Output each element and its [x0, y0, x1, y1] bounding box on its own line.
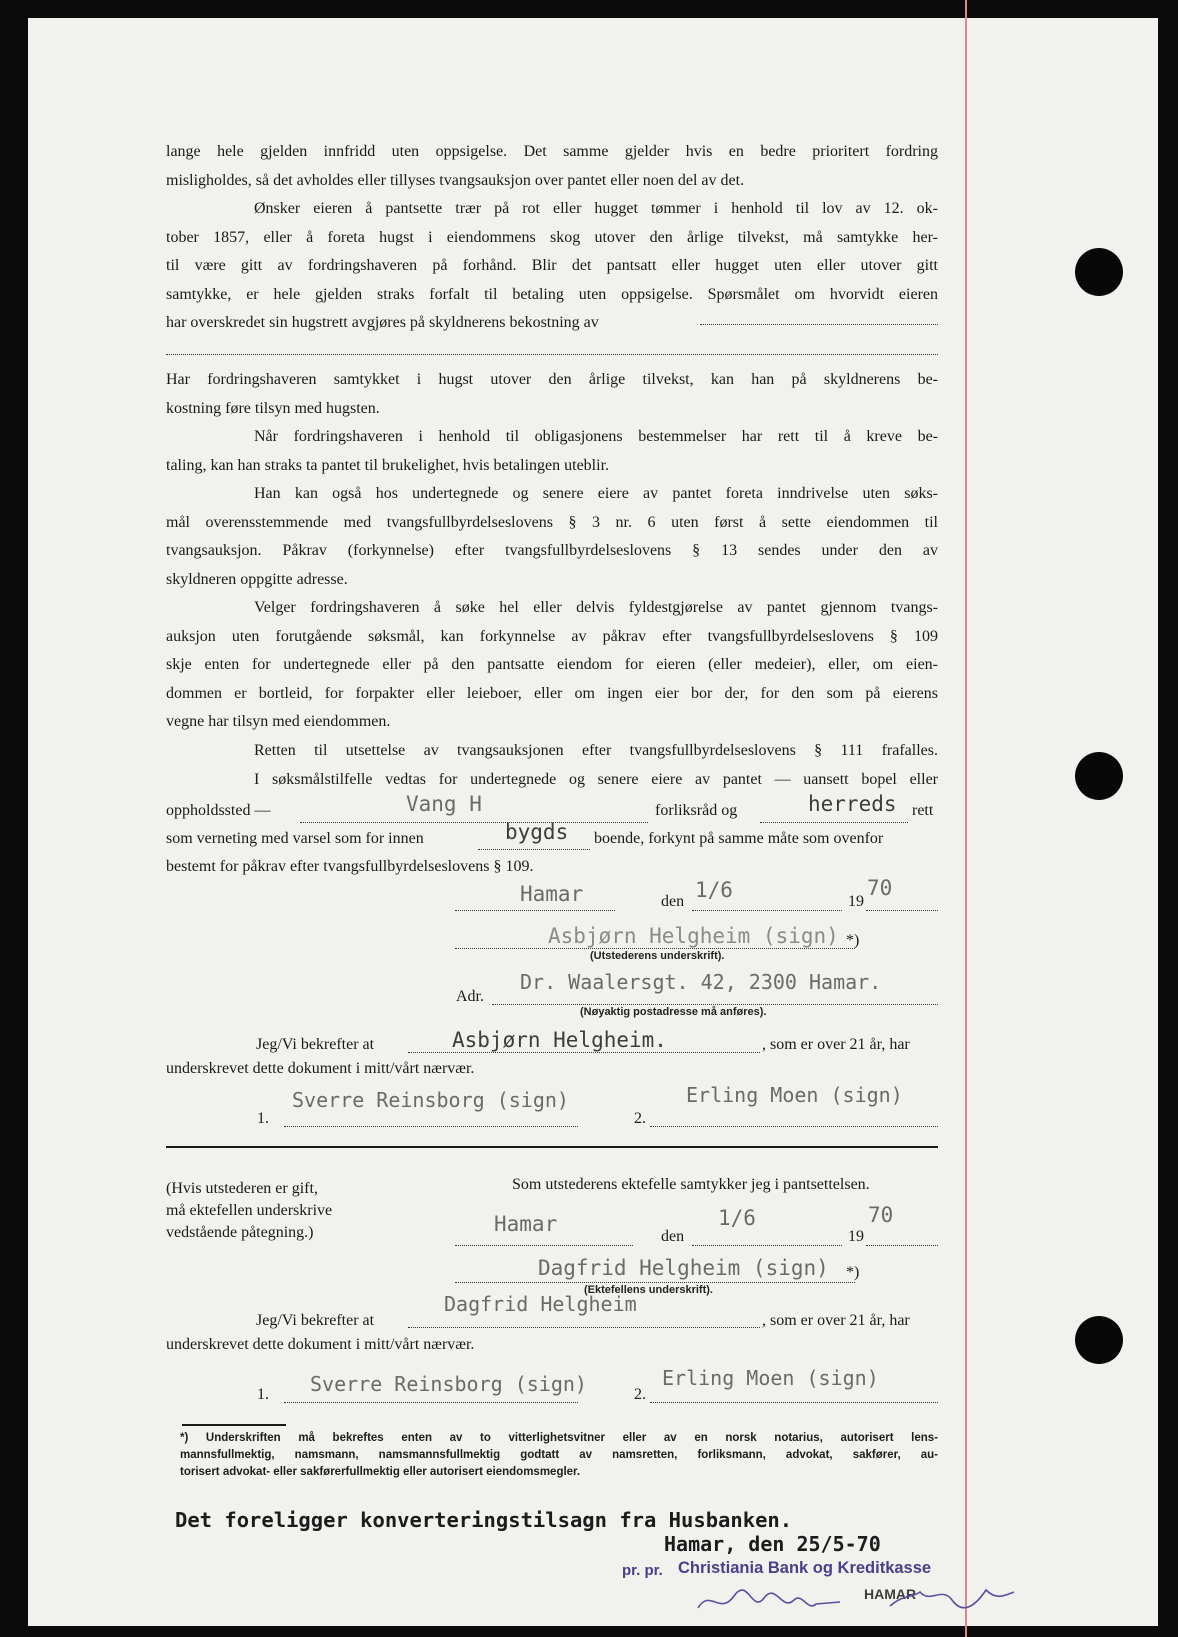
venue-line3: bestemt for påkrav efter tvangsfullbyrdelseslovens § 109. [166, 858, 534, 875]
witness-line-2 [650, 1126, 938, 1127]
conversion-stamp: Det foreligger konverteringstilsagn fra Husbanken. [175, 1508, 793, 1532]
fill-in-line [700, 324, 938, 325]
spouse-note: (Hvis utstederen er gift, må ektefellen underskrive vedstående påtegning.) [166, 1180, 333, 1241]
venue-place-line [300, 822, 648, 823]
paragraph-3: Har fordringshaveren samtykket i hugst utover den årlige tilvekst, kan han på skyldnerens be- kostning føre tilsyn med hugsten. [166, 371, 938, 417]
punch-hole [1075, 1316, 1123, 1364]
witness-prefix: Jeg/Vi bekrefter at [256, 1036, 375, 1053]
adr-label: Adr. [456, 988, 484, 1005]
address-caption: (Nøyaktig postadresse må anføres). [580, 1006, 767, 1018]
witness2-line-2 [650, 1402, 938, 1403]
footnote-rule [182, 1424, 286, 1426]
date-line [692, 910, 842, 911]
venue-prefix: oppholdssted — [166, 802, 271, 819]
paragraph-2: Ønsker eieren å pantsette trær på rot eller hugget tømmer i henhold til lov av 12. ok- tober 1857, eller å foreta hugst i eiendommens skog utover den årlige tilvekst, må samtykke her- til være gitt av fordringshaveren på forhånd. Blir det pantsatt eller hugget uten eller utover gitt samtykke, er hele gjelden straks forfalt til betaling uten oppsigelse. Spørsmålet om hvorvidt eieren har overskredet sin hugstrett avgjøres på skyldnerens bekostning av [166, 200, 938, 331]
fill-in-line [166, 354, 938, 355]
asterisk-mark: *) [846, 932, 860, 949]
spouse-place[interactable]: Hamar [494, 1212, 558, 1236]
spouse-asterisk: *) [846, 1264, 860, 1281]
date[interactable]: 1/6 [695, 878, 733, 902]
bank-signature-scribble [690, 1578, 1020, 1622]
paragraph-1: lange hele gjelden innfridd uten oppsigelse. Det samme gjelder hvis en bedre prioritert fordring misligholdes, så det avholdes eller tillyses tvangsauksjon over pantet eller noen del av det. [166, 143, 938, 189]
address[interactable]: Dr. Waalersgt. 42, 2300 Hamar. [520, 970, 882, 994]
spouse-date-line [692, 1245, 842, 1246]
den-label: den [661, 893, 685, 910]
spouse-year-line [866, 1245, 938, 1246]
spouse-date[interactable]: 1/6 [718, 1206, 756, 1230]
bank-city: HAMAR [864, 1586, 917, 1602]
venue-area-line [478, 849, 590, 850]
stamp-date: Hamar, den 25/5-70 [664, 1532, 881, 1556]
spouse-year-prefix: 19 [848, 1228, 864, 1245]
venue-area[interactable]: bygds [505, 820, 569, 844]
margin-rule [965, 0, 967, 1637]
paragraph-7: Retten til utsettelse av tvangsauksjonen efter tvangsfullbyrdelseslovens § 111 frafalles. I søksmålstilfelle vedtas for undertegnede og senere eiere av pantet — uansett bopel eller [254, 742, 938, 788]
witness-line-1 [284, 1126, 578, 1127]
venue-line2-suffix: boende, forkynt på samme måte som ovenfor [594, 830, 884, 847]
witness-subject[interactable]: Asbjørn Helgheim. [452, 1028, 667, 1052]
signature-line [455, 948, 855, 949]
footnote: *) Underskriften må bekreftes enten av to vitterlighetsvitner eller av en norsk notarius, autorisert lens- mannsfullmektig, namsmann, namsmannsfullmektig godtatt av namsretten, forliksmann, advokat, sakfører, au- torisert advokat- eller sakførerfullmektig eller autorisert eiendomsmegler. [180, 1432, 938, 1478]
year-line [866, 910, 938, 911]
witness2-number-1: 1. [257, 1386, 269, 1403]
witness2-1-name[interactable]: Sverre Reinsborg (sign) [310, 1372, 587, 1396]
spouse-den-label: den [661, 1228, 685, 1245]
year-prefix: 19 [848, 893, 864, 910]
paragraph-4: Når fordringshaveren i henhold til obligasjonens bestemmelser har rett til å kreve be- taling, kan han straks ta pantet til brukelighet, hvis betalingen uteblir. [166, 428, 938, 474]
witness2-prefix: Jeg/Vi bekrefter at [256, 1312, 375, 1329]
bank-prefix: pr. pr. [622, 1562, 663, 1579]
witness2-line2: underskrevet dette dokument i mitt/vårt nærvær. [166, 1336, 475, 1353]
year[interactable]: 70 [867, 876, 893, 900]
spouse-place-line [455, 1245, 633, 1246]
venue-court[interactable]: herreds [808, 792, 897, 816]
witness2-suffix: , som er over 21 år, har [762, 1312, 910, 1329]
witness-number-1: 1. [257, 1110, 269, 1127]
spouse-consent: Som utstederens ektefelle samtykker jeg i pantsettelsen. [512, 1176, 870, 1193]
bank-name: Christiania Bank og Kreditkasse [678, 1559, 932, 1577]
venue-court-line [760, 822, 908, 823]
spouse-signature[interactable]: Dagfrid Helgheim (sign) [538, 1256, 829, 1280]
witness-1-name[interactable]: Sverre Reinsborg (sign) [292, 1088, 569, 1112]
punch-hole [1075, 248, 1123, 296]
witness2-number-2: 2. [634, 1386, 646, 1403]
paragraph-6: Velger fordringshaveren å søke hel eller delvis fyldestgjørelse av pantet gjennom tvangs- auksjon uten forutgående søksmål, kan forkynnelse av påkrav efter tvangsfullbyrdelseslovens § 109 skje enten for undertegnede eller på den pantsatte eiendom for eieren (eller medeier), eller, om eien- dommen er bortleid, for forpakter eller leieboer, eller om ingen eier bor der, for den som på eierens vegne har tilsyn med eiendommen. [166, 599, 938, 730]
venue-place[interactable]: Vang H [406, 792, 482, 816]
witness2-subject[interactable]: Dagfrid Helgheim [444, 1292, 637, 1316]
venue-line2-prefix: som verneting med varsel som for innen [166, 830, 424, 847]
signature-caption: (Utstederens underskrift). [590, 950, 725, 962]
witness-number-2: 2. [634, 1110, 646, 1127]
witness2-line-1 [284, 1402, 578, 1403]
venue-suffix: rett [912, 802, 934, 819]
witness-subject-line [408, 1052, 760, 1053]
issuer-signature[interactable]: Asbjørn Helgheim (sign) [548, 924, 839, 948]
witness2-subject-line [408, 1327, 760, 1328]
section-divider [166, 1146, 938, 1148]
paragraph-5: Han kan også hos undertegnede og senere eiere av pantet foreta inndrivelse uten søks- mål overensstemmende med tvangsfullbyrdelseslovens § 3 nr. 6 uten først å sette eiendommen til tvangsauksjon. Påkrav (forkynnelse) efter tvangsfullbyrdelseslovens § 13 sendes under den av skyldneren oppgitte adresse. [166, 485, 938, 588]
place[interactable]: Hamar [520, 882, 584, 906]
punch-hole [1075, 752, 1123, 800]
spouse-caption: (Ektefellens underskrift). [584, 1284, 713, 1296]
place-line [455, 910, 615, 911]
address-line [492, 1004, 938, 1005]
spouse-signature-line [455, 1282, 855, 1283]
witness-2-name[interactable]: Erling Moen (sign) [686, 1083, 903, 1107]
witness-line2: underskrevet dette dokument i mitt/vårt nærvær. [166, 1060, 475, 1077]
spouse-year[interactable]: 70 [868, 1203, 894, 1227]
witness-suffix: , som er over 21 år, har [762, 1036, 910, 1053]
witness2-2-name[interactable]: Erling Moen (sign) [662, 1366, 879, 1390]
venue-mid: forliksråd og [655, 802, 738, 819]
